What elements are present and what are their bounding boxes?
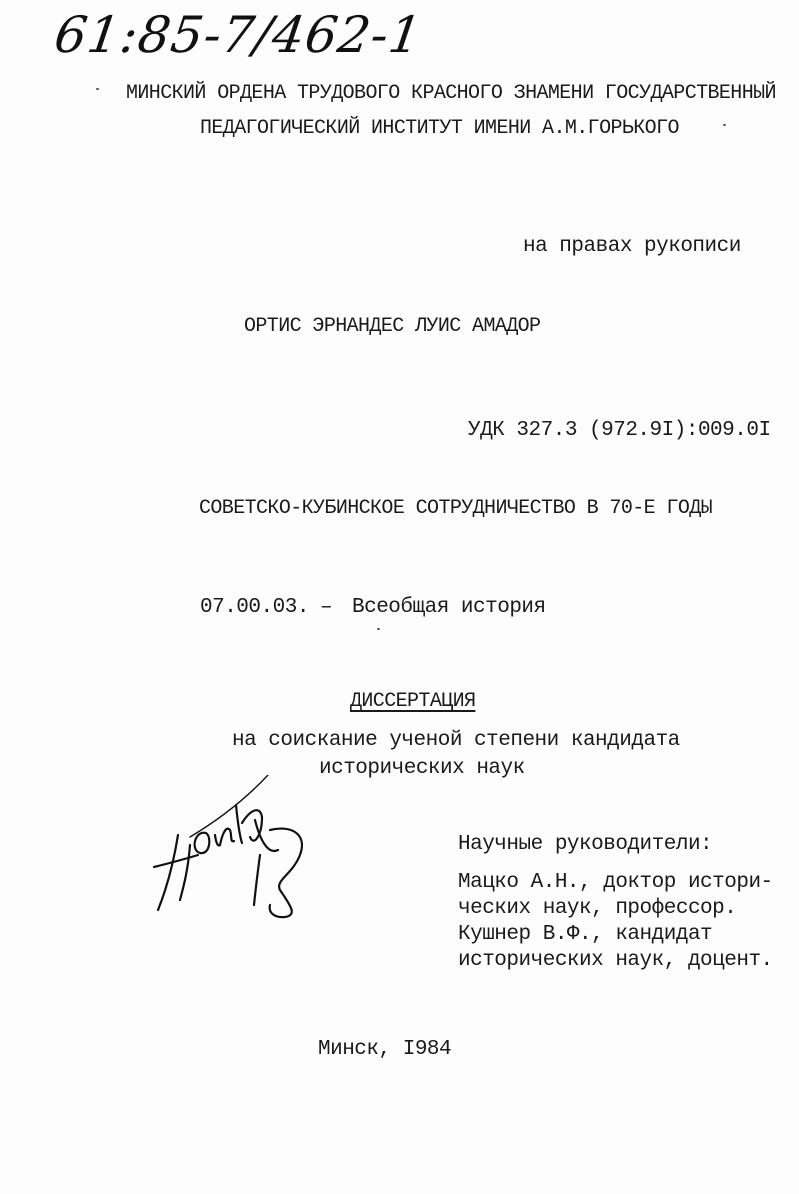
handwritten-catalog-number: 61:85-7/462-1 <box>50 6 426 64</box>
specialty-code: 07.00.03. <box>200 596 309 619</box>
manuscript-rights-note: на правах рукописи <box>523 235 741 258</box>
scan-speck <box>96 88 99 90</box>
scan-speck <box>377 628 380 630</box>
degree-line-1: на соискание ученой степени кандидата <box>232 729 680 752</box>
specialty-dash: – <box>320 596 333 619</box>
scan-speck <box>723 124 726 126</box>
institution-line-1: МИНСКИЙ ОРДЕНА ТРУДОВОГО КРАСНОГО ЗНАМЕНИ ГОСУДАРСТВЕННЫЙ <box>126 82 776 105</box>
supervisor-line-1: Мацко А.Н., доктор истори- <box>458 871 773 894</box>
institution-line-2: ПЕДАГОГИЧЕСКИЙ ИНСТИТУТ ИМЕНИ А.М.ГОРЬКОГО <box>200 117 679 140</box>
supervisor-line-2: ческих наук, профессор. <box>458 897 737 920</box>
author-name: ОРТИС ЭРНАНДЕС ЛУИС АМАДОР <box>244 315 541 338</box>
place-and-year: Минск, I984 <box>318 1038 452 1061</box>
specialty-name: Всеобщая история <box>352 596 546 619</box>
udc-classification: УДК 327.3 (972.9I):009.0I <box>468 419 771 442</box>
dissertation-title: СОВЕТСКО-КУБИНСКОЕ СОТРУДНИЧЕСТВО В 70-Е ГОДЫ <box>199 497 713 520</box>
handwritten-signature <box>150 775 320 920</box>
degree-line-2: исторических наук <box>319 757 525 780</box>
supervisor-line-4: исторических наук, доцент. <box>458 949 773 972</box>
supervisors-heading: Научные руководители: <box>458 833 713 856</box>
supervisor-line-3: Кушнер В.Ф., кандидат <box>458 923 713 946</box>
dissertation-heading: ДИССЕРТАЦИЯ <box>350 690 476 713</box>
